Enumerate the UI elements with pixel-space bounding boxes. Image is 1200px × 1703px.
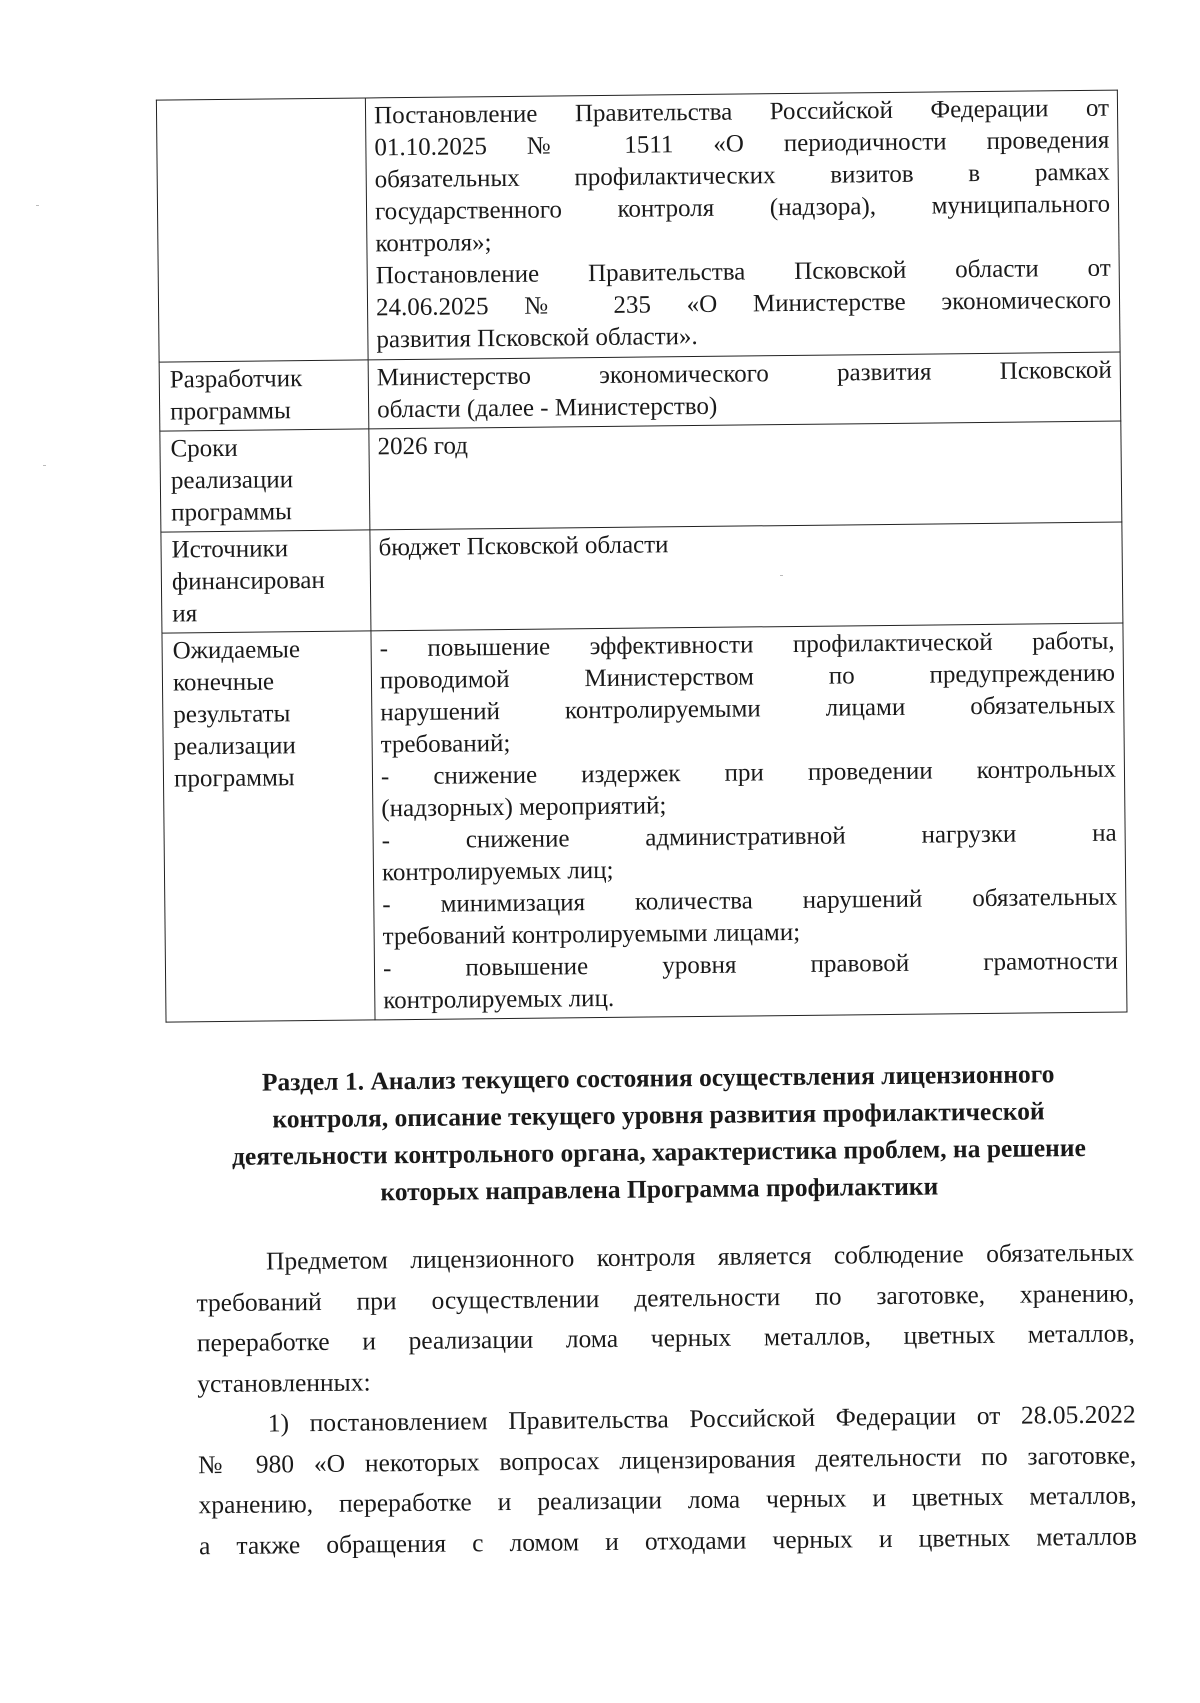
body-line: переработке и реализации лома черных металлов, цветных металлов, (196, 1318, 1135, 1358)
body-line: Предметом лицензионного контроля является соблюдение обязательных (265, 1237, 1135, 1276)
text-line: Постановление Правительства Российской Федерации от (373, 94, 1110, 130)
section-body (196, 1232, 1137, 1566)
label-cell (162, 631, 375, 1022)
label-line: программы (170, 397, 291, 426)
body-line: № 980 «О некоторых вопросах лицензирования деятельности по заготовке, (198, 1439, 1137, 1479)
label-line: Сроки (170, 434, 238, 463)
label-cell (160, 429, 370, 532)
heading-line: Раздел 1. Анализ текущего состояния осуществления лицензионного (261, 1059, 1055, 1097)
body-line: 1) постановлением Правительства Российской Федерации от 28.05.2022 (267, 1399, 1136, 1438)
scan-speck (780, 575, 783, 576)
label-cell (161, 530, 371, 633)
text-line: бюджет Псковской области (378, 531, 669, 562)
body-line: требований при осуществлении деятельности по заготовке, хранению, (196, 1277, 1135, 1317)
label-line: программы (171, 498, 293, 527)
text-line: области (далее - Министерство) (376, 392, 718, 424)
text-line: нарушений контролируемыми лицами обязательных (380, 691, 1116, 727)
label-line: финансирован (171, 566, 325, 596)
text-line: 24.06.2025 № 235 «О Министерстве экономического (375, 286, 1112, 322)
text-line: - снижение издержек при проведении контрольных (380, 755, 1117, 791)
text-line: проводимой Министерством по предупреждению (379, 659, 1116, 695)
heading-line: которых направлена Программа профилактики (380, 1171, 939, 1207)
label-line: конечные (172, 668, 275, 697)
label-line: реализации (173, 732, 296, 761)
table-row (156, 90, 1120, 362)
table-row (162, 623, 1127, 1022)
content-cell (369, 421, 1122, 530)
body-line: хранению, переработке и реализации лома черных и цветных металлов, (198, 1480, 1137, 1520)
text-line: контролируемых лиц; (381, 856, 614, 887)
table-row (159, 352, 1121, 431)
label-line: Источники (171, 535, 289, 564)
text-line: государственного контроля (надзора), муниципального (374, 190, 1111, 226)
program-passport-table (156, 90, 1128, 1023)
text-line: 2026 год (377, 432, 469, 461)
label-line: результаты (173, 700, 291, 729)
section-heading (188, 1055, 1129, 1213)
text-line: требований контролируемыми лицами; (382, 918, 801, 951)
table-row (161, 522, 1123, 633)
text-line: - повышение уровня правовой грамотности (382, 947, 1119, 983)
label-line: программы (173, 764, 295, 793)
label-cell (159, 360, 369, 431)
heading-line: деятельности контрольного органа, характеристика проблем, на решение (231, 1132, 1086, 1171)
text-line: контролируемых лиц. (383, 984, 615, 1015)
text-line: - снижение административной нагрузки на (381, 819, 1117, 855)
text-line: - минимизация количества нарушений обязательных (382, 883, 1118, 919)
scan-speck (43, 465, 46, 466)
content-cell (368, 352, 1121, 429)
heading-line: контроля, описание текущего уровня развития профилактической (272, 1096, 1045, 1134)
text-line: контроля»; (375, 229, 492, 258)
label-line: Ожидаемые (172, 636, 301, 665)
label-cell (156, 98, 368, 362)
scan-speck (36, 205, 39, 206)
body-line: установленных: (197, 1366, 371, 1398)
text-line: требований; (380, 729, 511, 759)
text-line: - повышение эффективности профилактической работы, (379, 627, 1115, 663)
text-line: Постановление Правительства Псковской области от (375, 254, 1111, 290)
text-line: 01.10.2025 № 1511 «О периодичности проведения (374, 126, 1110, 162)
body-line: а также обращения с ломом и отходами черных и цветных металлов (198, 1520, 1138, 1560)
text-line: Министерство экономического развития Псковской (376, 356, 1112, 392)
text-line: обязательных профилактических визитов в рамках (374, 158, 1110, 194)
label-line: Разработчик (169, 365, 303, 394)
text-line: развития Псковской области». (376, 322, 698, 354)
label-line: ия (172, 600, 198, 628)
table-row (160, 421, 1122, 532)
label-line: реализации (170, 466, 294, 495)
text-line: (надзорных) мероприятий; (381, 792, 667, 823)
content-cell (371, 623, 1127, 1020)
content-cell (370, 522, 1123, 631)
content-cell (365, 90, 1120, 360)
